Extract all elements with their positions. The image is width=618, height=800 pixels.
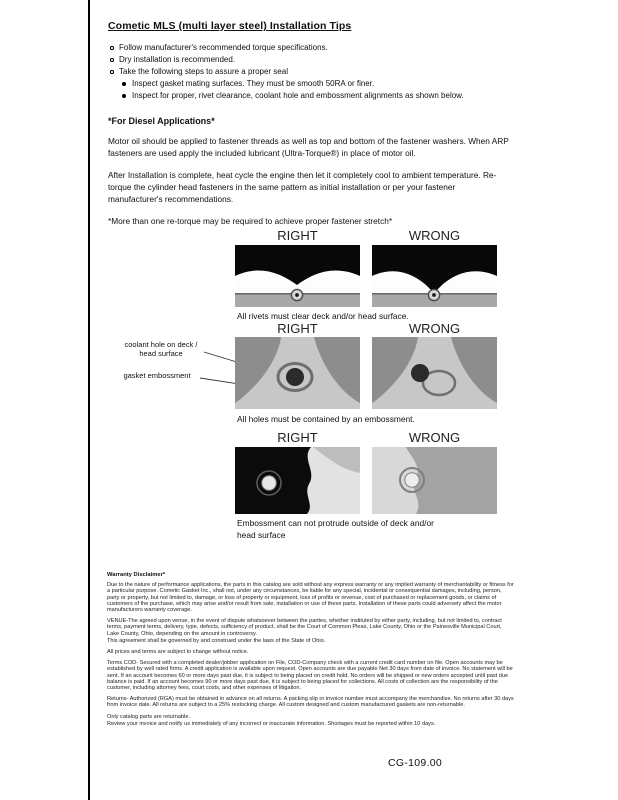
tip-text: Inspect for proper, rivet clearance, coolant hole and embossment alignments as shown below. <box>132 91 464 100</box>
right-column-header: RIGHT <box>277 321 318 336</box>
label-coolant-hole: coolant hole on deck / head surface <box>124 340 198 358</box>
page-left-border <box>88 0 90 800</box>
tip-item <box>108 54 510 66</box>
label-gasket-embossment: gasket embossment <box>123 371 191 380</box>
wrong-column-header: WRONG <box>408 430 461 445</box>
tip-text: Inspect gasket mating surfaces. They must be smooth 50RA or finer. <box>132 79 375 88</box>
figure-rivet-clearance-wrong <box>372 245 497 307</box>
caption-rivet-clearance: All rivets must clear deck and/or head surface. <box>237 311 409 321</box>
caption-hole-embossment: All holes must be contained by an embossment. <box>237 414 415 424</box>
tip-sub-item <box>108 90 510 102</box>
wrong-column-header: WRONG <box>408 228 461 243</box>
open-bullet-icon <box>110 70 114 74</box>
tip-text: Dry installation is recommended. <box>119 55 236 64</box>
figure-hole-embossment-wrong <box>372 337 497 409</box>
diesel-paragraph-1: Motor oil should be applied to fastener threads as well as top and bottom of the fastener washers. When ARP fasteners are used apply the included lubricant (Ultra-Torque®) in place of motor oil. <box>108 136 509 158</box>
open-bullet-icon <box>110 58 114 62</box>
warranty-terms-paragraph: Terms COD- Secured with a completed dealer/jobber application on File, COD-Company check with a current credit card number on file. Open accounts may be established by well rated firms. A credit application is available upon request. Open accounts are due payable Net 30 days from date of invoice. No statement will be sent. If an account becomes 60 or more days past due, it is subject to being placed on credit hold. No orders will be shipped or new orders accepted until past due balance is paid. If an account becomes 90 or more days past due, it is subject to being placed for collections. All costs of collection are the responsibility of the customer, including attorney fees, court costs, and other expenses of litigation. <box>107 660 513 692</box>
figure-embossment-protrusion-wrong <box>372 447 497 514</box>
open-bullet-icon <box>110 46 114 50</box>
figure-embossment-protrusion-right <box>235 447 360 514</box>
tip-text: Follow manufacturer's recommended torque specifications. <box>119 43 328 52</box>
page-code: CG-109.00 <box>388 757 443 769</box>
tip-item <box>108 66 510 78</box>
tip-text: Take the following steps to assure a proper seal <box>119 67 288 76</box>
warranty-venue-paragraph: VENUE-The agreed upon venue, in the event of dispute whatsoever between the parties, whether instituted by either party, including, but not limited to, contract terms, payment terms, delivery, type, defects, sufficiency of product, shall be the Court of Common Pleas, Lake County, Ohio or the Painesville Municipal Court, Lake County, Ohio, depending on the amount in controversy. <box>107 618 502 637</box>
diesel-applications-heading: *For Diesel Applications* <box>108 116 215 126</box>
figure-hole-embossment-right <box>235 337 360 409</box>
caption-embossment-protrusion: Embossment can not protrude outside of deck and/or head surface <box>237 518 434 540</box>
tip-item <box>108 42 510 54</box>
diesel-paragraph-2: After Installation is complete, heat cycle the engine then let it completely cool to ambient temperature. Re-torque the cylinder head fasteners in the same pattern as initial installation or per your fastener manufacturer's recommendations. <box>108 170 497 204</box>
warranty-review-line: Review your invoice and notify us immediately of any incorrect or inaccurate information. Shortages must be reported within 10 days. <box>107 720 436 727</box>
warranty-paragraph: Due to the nature of performance applications, the parts in this catalog are sold without any express warranty or any implied warranty of merchantability or fitness for a particular purpose. Cometic Gasket Inc., shall not, under any circumstances, be liable for any special, incidental or consequential damages, including, person, party or property, but not limited to, damage, or loss of property or equipment, loss of profits or revenue, cost of purchased or replacement goods, or claims of customers of the purchase, which may arise and/or result from sale, installation or use of these parts. Installation of these parts could adversely affect the motor manufacturers warranty coverage. <box>107 582 514 614</box>
retorque-note: *More than one re-torque may be required to achieve proper fastener stretch* <box>108 216 393 226</box>
tip-sub-item <box>108 78 510 90</box>
right-column-header: RIGHT <box>277 228 318 243</box>
warranty-returnable-line: Only catalog parts are returnable. <box>107 713 191 720</box>
warranty-disclaimer-section <box>107 572 514 732</box>
right-column-header: RIGHT <box>277 430 318 445</box>
figure-rivet-clearance-right <box>235 245 360 307</box>
warranty-governed-line: This agreement shall be governed by and construed under the laws of the State of Ohio. <box>107 637 326 644</box>
filled-bullet-icon <box>122 82 126 86</box>
filled-bullet-icon <box>122 94 126 98</box>
page-title: Cometic MLS (multi layer steel) Installation Tips <box>108 20 352 32</box>
warranty-heading: Warranty Disclaimer* <box>107 572 166 578</box>
installation-tips-section <box>108 20 510 237</box>
warranty-returns-paragraph: Returns- Authorized (RGA) must be obtained in advance on all returns. A packing slip or invoice number must accompany the merchandise. No returns after 30 days from invoice date. All returns are subject to a 25% restocking charge. All custom designed and custom manufactured gaskets are non-returnable. <box>107 696 514 709</box>
wrong-column-header: WRONG <box>408 321 461 336</box>
warranty-prices-line: All prices and terms are subject to change without notice. <box>107 649 249 656</box>
tips-list <box>108 42 510 102</box>
